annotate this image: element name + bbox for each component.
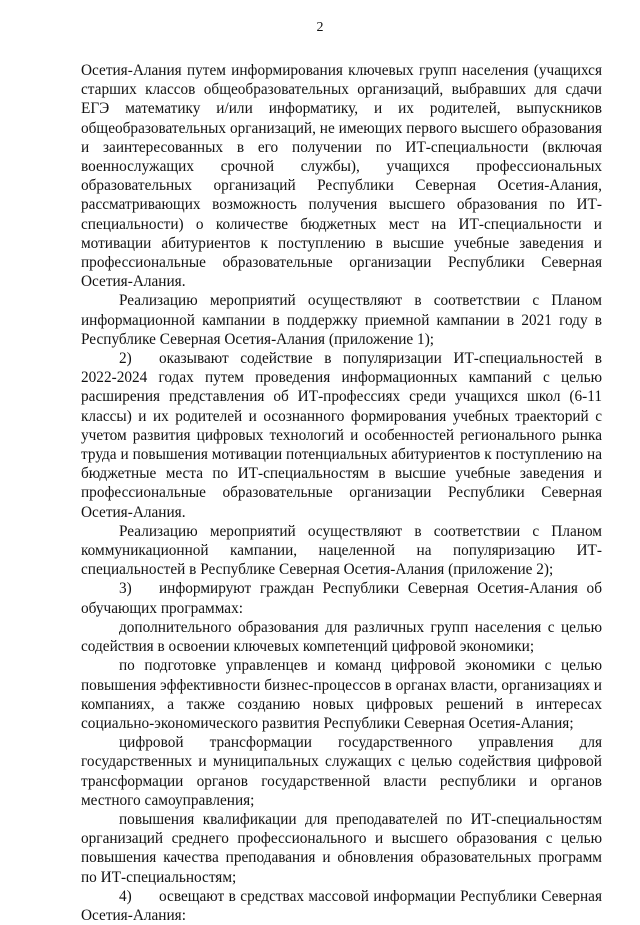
- list-number: 2): [119, 350, 132, 368]
- paragraph-plan-info-campaign: [81, 291, 602, 349]
- sub-item-digital-transformation: [81, 733, 602, 810]
- list-number: 4): [119, 887, 132, 905]
- sub-item-managers-training: [81, 656, 602, 733]
- list-item-3: [81, 579, 602, 617]
- paragraph-text: информируют граждан Республики Северная Осетия-Алания об обучающих программах:: [81, 580, 602, 617]
- paragraph-text: Реализацию мероприятий осуществляют в соответствии с Планом коммуникационной кампании, нацеленной на популяризацию ИТ-специальностей в Республике Северная Осетия-Алания (приложение 2);: [81, 522, 602, 579]
- page-number: 2: [316, 20, 324, 35]
- paragraph-plan-comm-campaign: [81, 522, 602, 580]
- paragraph-text: дополнительного образования для различных групп населения с целью содействия в освоении ключевых компетенций цифровой экономики;: [81, 618, 602, 656]
- paragraph-text: повышения квалификации для преподавателей по ИТ-специальностям организаций среднего профессионального и высшего образования с целью повышения качества преподавания и обновления образовательных программ по ИТ-специальностям;: [81, 810, 602, 886]
- paragraph-text: оказывают содействие в популяризации ИТ-специальностей в 2022-2024 годах путем проведения информационных кампаний с целью расширения представления об ИТ-профессиях среди учащихся школ (6-11 классы) и их родителей и осознанного формирования учебных траекторий с учетом развития цифровых технологий и особенностей регионального рынка труда и повышения мотивации потенциальных абитуриентов к поступлению на бюджетные места по ИТ-специальностям в высшие учебные заведения и профессиональные образовательные организации Республики Северная Осетия-Алания.: [81, 350, 602, 521]
- paragraph-text: Осетия-Алания путем информирования ключевых групп населения (учащихся старших классов общеобразовательных организаций, выбравших для сдачи ЕГЭ математику и/или информатику, и их родителей, выпускников общеобразовательных организаций, не имеющих первого высшего образования и заинтересованных в его получении по ИТ-специальности (включая военнослужащих срочной службы), учащихся профессиональных образовательных организаций Республики Северная Осетия-Алания, рассматривающих возможность получения высшего образования по ИТ-специальности) о количестве бюджетных мест на ИТ-специальности и мотивации абитуриентов к поступлению в высшие учебные заведения и профессиональные образовательные организации Республики Северная Осетия-Алания.: [81, 62, 602, 291]
- paragraph-intro: [81, 61, 602, 291]
- list-number: 3): [119, 580, 132, 598]
- list-item-4: [81, 887, 602, 925]
- document-body: [81, 61, 602, 925]
- sub-item-additional-education: [81, 618, 602, 656]
- paragraph-text: по подготовке управленцев и команд цифровой экономики с целью повышения эффективности бизнес-процессов в органах власти, организациях и компаниях, а также созданию новых цифровых решений в интересах социально-экономического развития Республики Северная Осетия-Алания;: [81, 657, 602, 732]
- paragraph-text: Реализацию мероприятий осуществляют в соответствии с Планом информационной кампании в поддержку приемной кампании в 2021 году в Республике Северная Осетия-Алания (приложение 1);: [81, 292, 602, 348]
- sub-item-teacher-qualification: [81, 810, 602, 887]
- paragraph-text: цифровой трансформации государственного управления для государственных и муниципальных служащих с целью содействия цифровой трансформации органов государственной власти республики и органов местного самоуправления;: [81, 734, 602, 809]
- list-item-2: [81, 349, 602, 522]
- paragraph-text: освещают в средствах массовой информации Республики Северная Осетия-Алания:: [81, 887, 602, 924]
